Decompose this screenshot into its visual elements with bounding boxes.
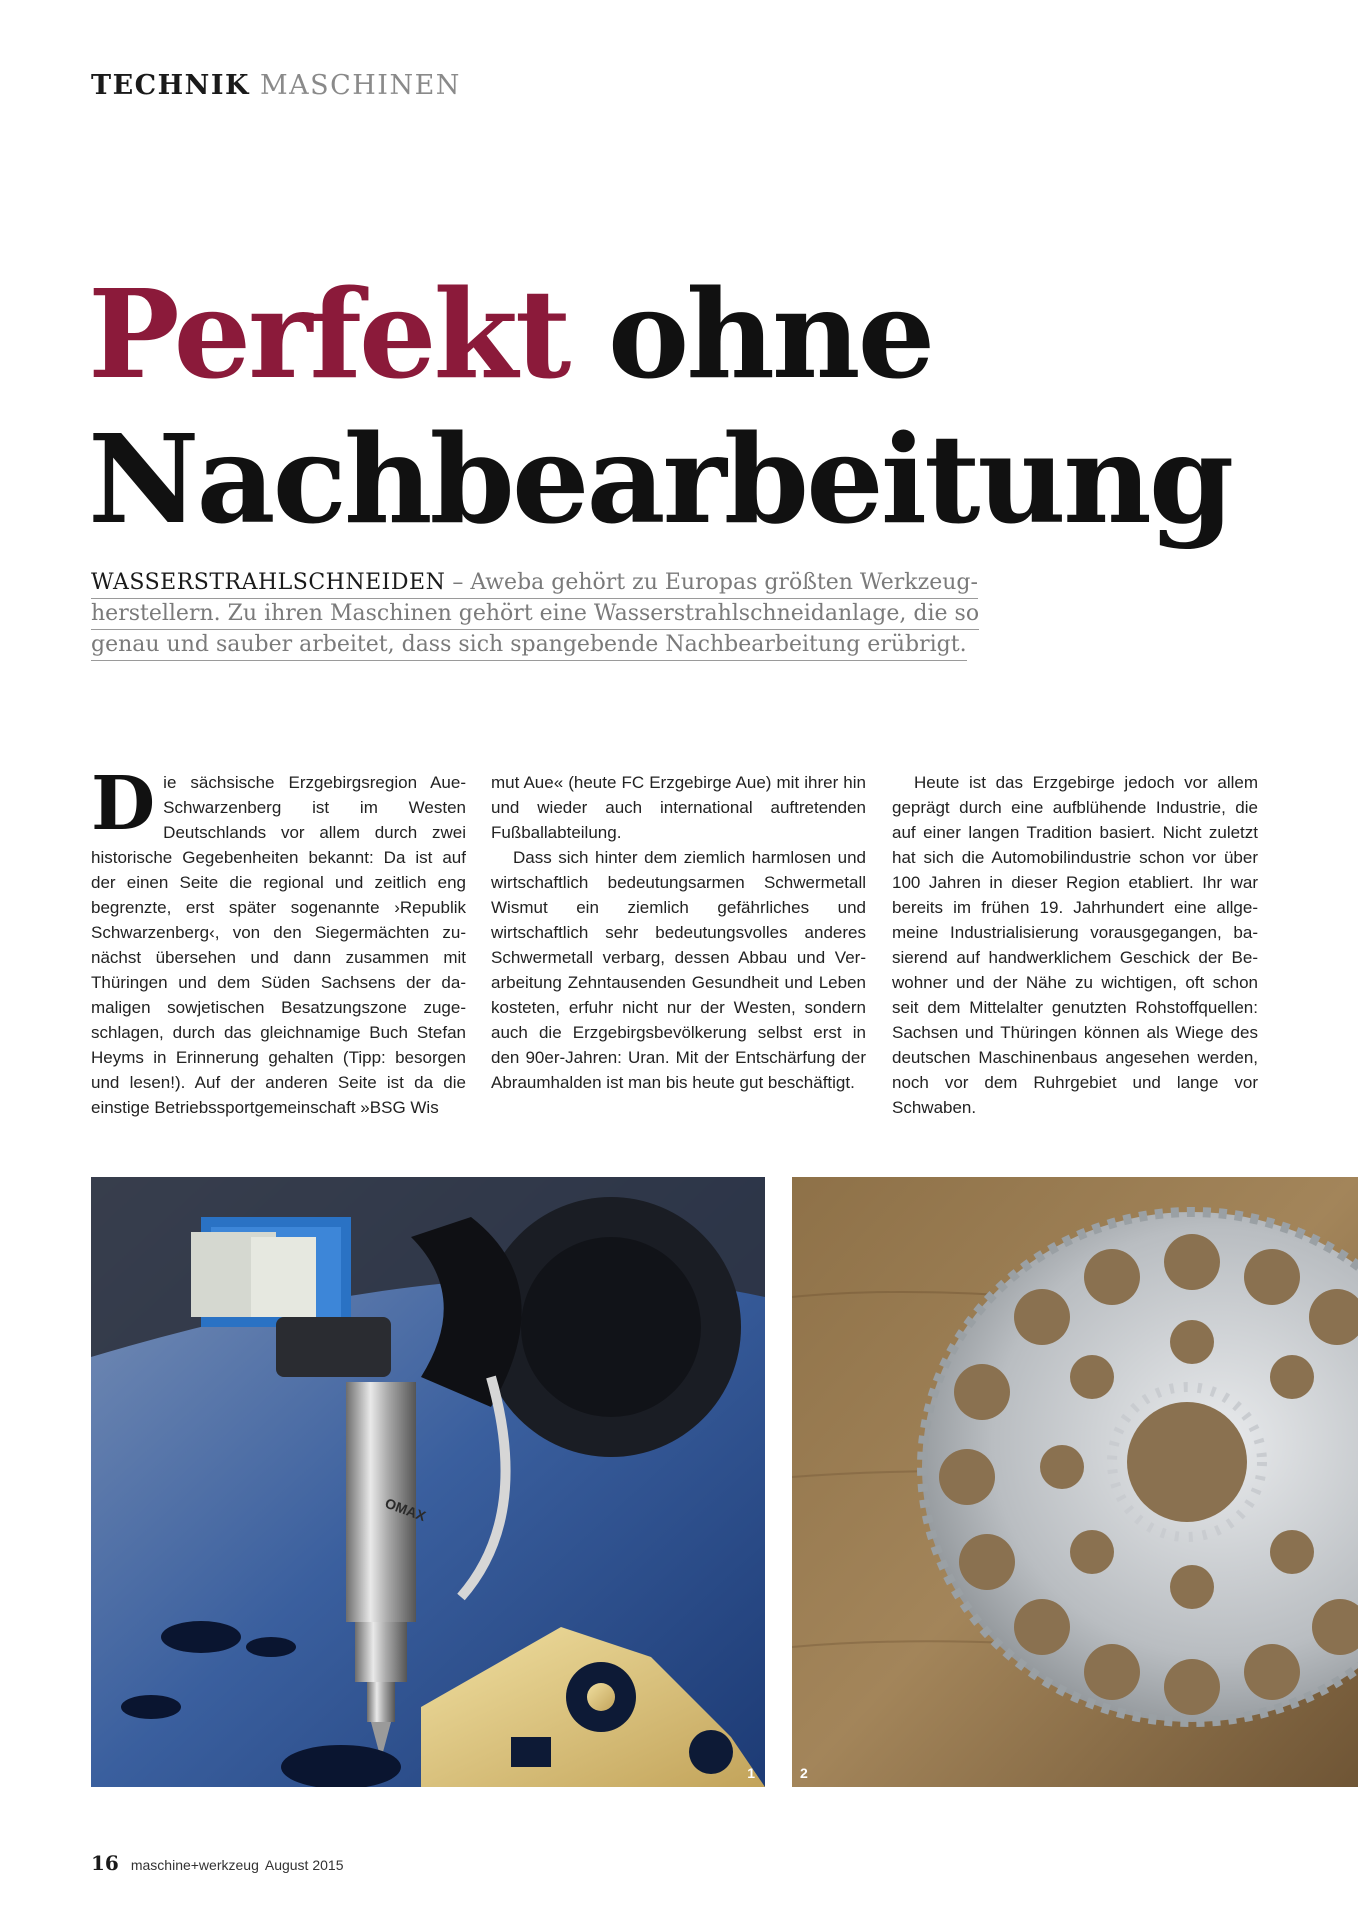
lead-line-1 [91,568,978,599]
waterjet-illustration [91,1177,765,1787]
photo-caption-number: 2 [800,1765,808,1781]
metal-disc-illustration [792,1177,1358,1787]
body-column-2 [491,770,866,1095]
body-columns [91,761,1258,1120]
section-secondary: MASCHINEN [259,70,461,101]
paragraph-text: ie sächsische Erzgebirgsregion Aue-Schwarzenberg ist im Westen Deutschlands vor allem durch zwei historische Gegebenheiten bekannt: Da ist auf der einen Seite die regional und zeitlich eng begrenzte, erst später sogenannte ›Republik Schwarzenberg‹, von den Siegermächten zunächst übersehen und dann zusammen mit Thüringen und dem Süden Sachsens der damaligen sowjetischen Besatzungszone zugeschlagen, durch das gleichnamige Buch Stefan Heyms in Erinnerung gehalten (Tipp: besorgen und lesen!). Auf der anderen Seite ist da die einstige Betriebssportgemeinschaft »BSG Wis [91,773,466,1117]
photo-cut-metal-disc [792,1177,1358,1787]
body-column-3 [892,770,1258,1120]
paragraph: Heute ist das Erzgebirge jedoch vor allem geprägt durch eine aufblühende Industrie, die auf einer langen Tradition basiert. Nicht zuletzt hat sich die Automobilindustrie schon vor über 100 Jahren in dieser Region etabliert. Ihr war bereits im frühen 19. Jahrhundert eine allgemeine Industrialisierung vorausgegangen, basierend auf handwerklichem Geschick der Bewohner und der Nähe zu wichtigen, oft schon seit dem Mittelalter genutzten Rohstoffquellen: Sachsen und Thüringen können als Wiege des deutschen Maschinenbaus angesehen werden, noch vor dem Ruhrgebiet und lange vor Schwaben. [892,773,1258,1117]
paragraph: mut Aue« (heute FC Erzgebirge Aue) mit ihrer hin und wieder auch international auftretenden Fußballabteilung. [491,773,866,842]
paragraph: Dass sich hinter dem ziemlich harmlosen und wirtschaftlich bedeutungsarmen Schwermetall Wismut ein ziemlich gefährliches und wirtschaftlich sehr bedeutungsvolles anderes Schwermetall verbarg, dessen Abbau und Verarbeitung Zehntausenden Gesundheit und Leben kosteten, erfuhr nicht nur der Westen, sondern auch die Erzgebirgsbevölkerung selbst erst in den 90er-Jahren: Uran. Mit der Entschärfung der Abraumhalden ist man bis heute gut beschäftigt. [491,848,866,1092]
lead-line-2: herstellern. Zu ihren Maschinen gehört eine Wasserstrahlschneidanlage, die so [91,599,979,630]
drop-cap: D [91,761,156,847]
paragraph [91,761,466,1120]
headline-accent: Perfekt [88,262,569,406]
lead-paragraph [91,568,1071,661]
issue-date: August 2015 [264,1857,344,1873]
body-column-1 [91,761,466,1120]
omax-brand-label: OMAX [382,1494,428,1525]
lead-kicker: WASSERSTRAHLSCHNEIDEN [91,570,446,595]
headline-rest: ohne [607,262,933,406]
page-number: 16 [91,1851,119,1875]
photo-caption-number: 1 [747,1765,755,1781]
section-header [91,70,461,101]
lead-line1-text: – Aweba gehört zu Europas größten Werkzeug- [445,570,978,595]
article-headline [88,262,1288,552]
page-footer [91,1851,343,1875]
headline-line2: Nachbearbeitung [88,407,1232,551]
section-primary: TECHNIK [91,70,250,101]
photo-waterjet-cutter [91,1177,765,1787]
lead-line-3: genau und sauber arbeitet, dass sich spangebende Nachbearbeitung erübrigt. [91,630,967,661]
publication-name: maschine+werkzeug [130,1857,259,1873]
